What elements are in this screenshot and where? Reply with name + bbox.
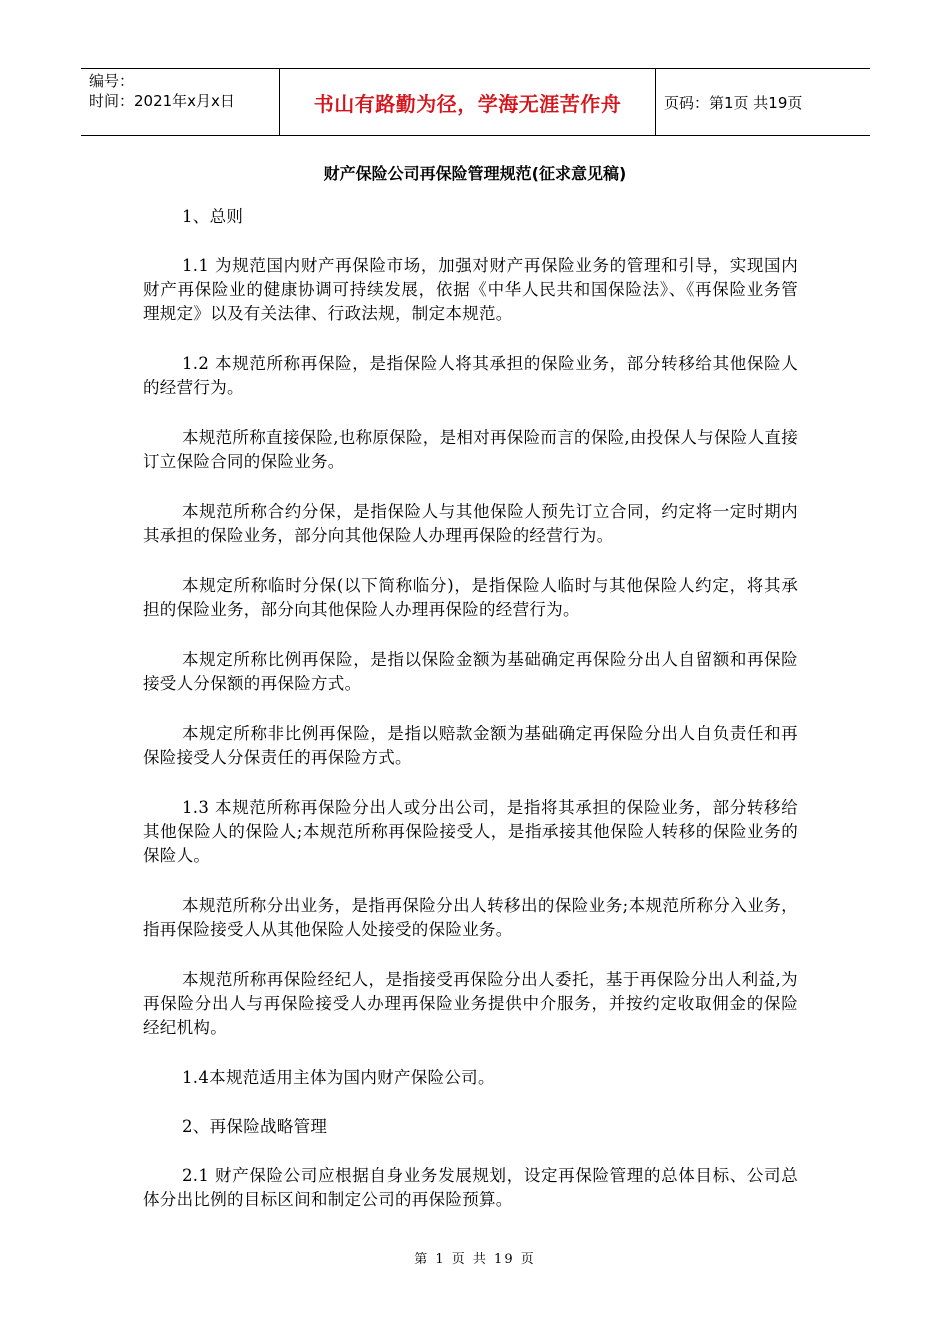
- header-motto: 书山有路勤为径，学海无涯苦作舟: [280, 69, 656, 135]
- page-footer: 第 1 页 共 19 页: [414, 1252, 536, 1267]
- header-meta-cell: [81, 69, 280, 135]
- paragraph: 2.1 财产保险公司应根据自身业务发展规划，设定再保险管理的总体目标、公司总体分出比例的目标区间和制定公司的再保险预算。: [143, 1166, 798, 1209]
- header-page-info: 页码：第1页 共19页: [664, 93, 803, 112]
- document-time-label: 时间：2021年x月x日: [89, 92, 235, 110]
- paragraph: 本规范所称再保险经纪人，是指接受再保险分出人委托，基于再保险分出人利益,为再保险分出人与再保险接受人办理再保险业务提供中介服务，并按约定收取佣金的保险经纪机构。: [143, 970, 798, 1037]
- document-number-label: 编号：: [89, 72, 135, 90]
- paragraph: 本规定所称非比例再保险，是指以赔款金额为基础确定再保险分出人自负责任和再保险接受人分保责任的再保险方式。: [143, 724, 798, 767]
- paragraph: 1.4本规范适用主体为国内财产保险公司。: [182, 1068, 495, 1087]
- document-body: [143, 205, 798, 1238]
- document-header: [81, 68, 870, 136]
- paragraph: 本规定所称临时分保(以下简称临分)，是指保险人临时与其他保险人约定，将其承担的保险业务，部分向其他保险人办理再保险的经营行为。: [143, 576, 798, 619]
- paragraph: 本规定所称比例再保险，是指以保险金额为基础确定再保险分出人自留额和再保险接受人分保额的再保险方式。: [143, 650, 798, 693]
- document-title: 财产保险公司再保险管理规范(征求意见稿): [323, 164, 627, 183]
- paragraph: 1.3 本规范所称再保险分出人或分出公司，是指将其承担的保险业务，部分转移给其他保险人的保险人;本规范所称再保险接受人，是指承接其他保险人转移的保险业务的保险人。: [143, 798, 798, 865]
- paragraph: 本规范所称合约分保，是指保险人与其他保险人预先订立合同，约定将一定时期内其承担的保险业务，部分向其他保险人办理再保险的经营行为。: [143, 502, 798, 545]
- paragraph: 1.1 为规范国内财产再保险市场，加强对财产再保险业务的管理和引导，实现国内财产再保险业的健康协调可持续发展，依据《中华人民共和国保险法》、《再保险业务管理规定》以及有关法律、行政法规，制定本规范。: [143, 256, 798, 323]
- section-heading: 2、再保险战略管理: [182, 1117, 328, 1136]
- paragraph: 1.2 本规范所称再保险，是指保险人将其承担的保险业务，部分转移给其他保险人的经营行为。: [143, 354, 798, 397]
- paragraph: 本规范所称分出业务，是指再保险分出人转移出的保险业务;本规范所称分入业务，指再保险接受人从其他保险人处接受的保险业务。: [143, 896, 798, 939]
- paragraph: 本规范所称直接保险,也称原保险，是相对再保险而言的保险,由投保人与保险人直接订立保险合同的保险业务。: [143, 428, 798, 471]
- section-heading: 1、总则: [182, 207, 244, 226]
